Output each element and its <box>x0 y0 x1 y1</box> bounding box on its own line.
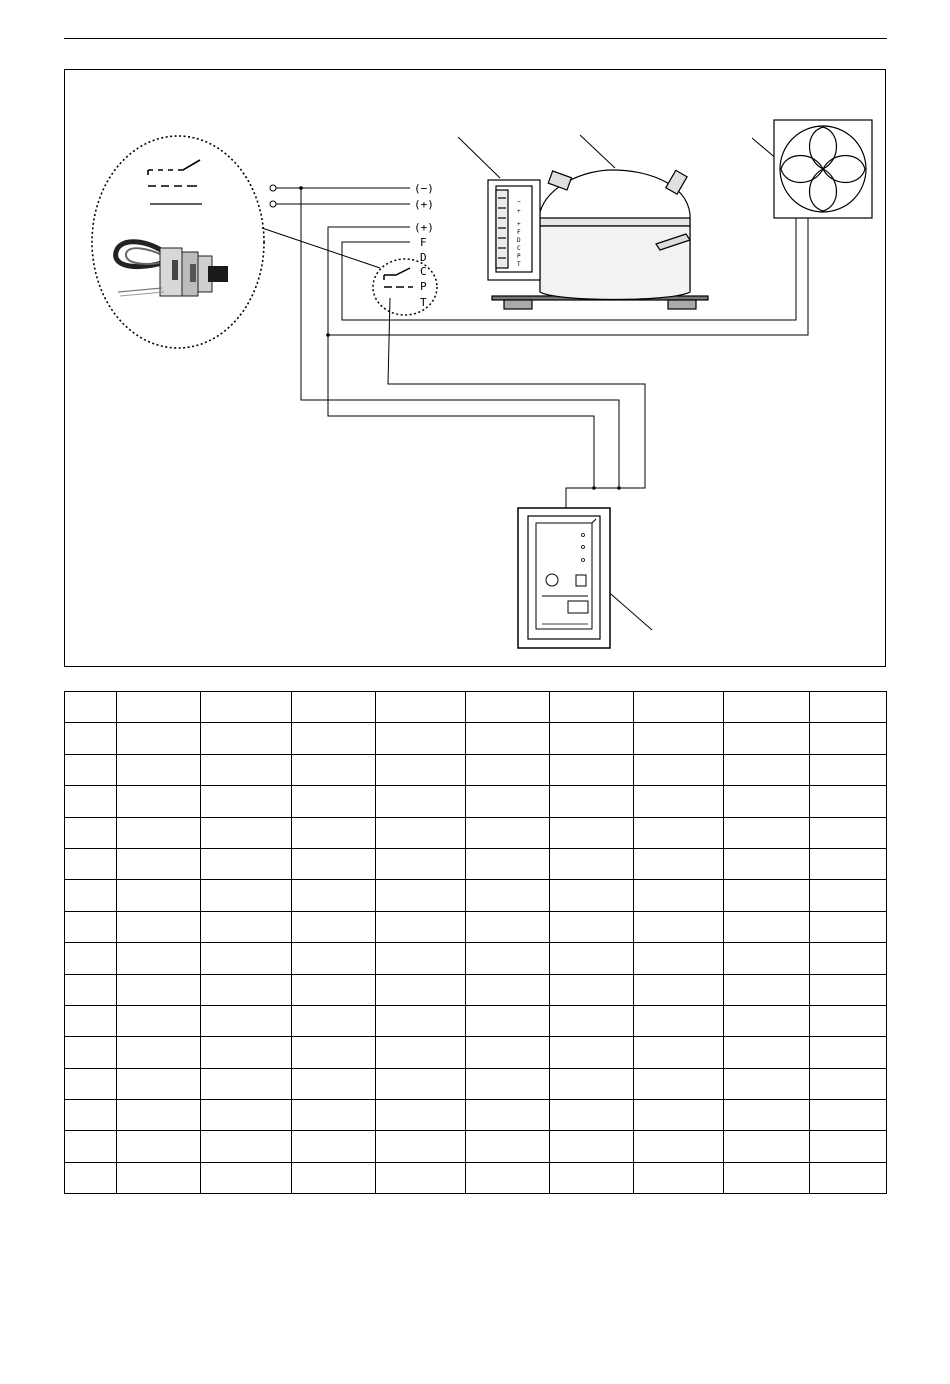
table-cell <box>550 911 634 942</box>
table-cell <box>810 1005 887 1036</box>
table-cell <box>117 1037 201 1068</box>
table-cell <box>201 1100 292 1131</box>
table-cell <box>466 817 550 848</box>
module-label: D <box>517 237 521 244</box>
table-cell <box>65 1100 117 1131</box>
table-cell <box>292 1162 376 1193</box>
table-cell <box>810 723 887 754</box>
table-cell <box>117 848 201 879</box>
table-cell <box>634 848 724 879</box>
switch-contacts <box>384 268 413 287</box>
table-cell <box>201 880 292 911</box>
table-cell <box>550 1068 634 1099</box>
table-cell <box>201 943 292 974</box>
table-row <box>65 848 887 879</box>
table-row <box>65 1131 887 1162</box>
table-cell <box>117 974 201 1005</box>
table-cell <box>65 1068 117 1099</box>
switch-symbol <box>148 160 202 204</box>
table-cell <box>810 880 887 911</box>
table-cell <box>466 1131 550 1162</box>
table-cell <box>724 754 810 785</box>
table-cell <box>117 723 201 754</box>
leader-line <box>580 135 615 168</box>
table-cell <box>634 723 724 754</box>
table-cell <box>724 974 810 1005</box>
table-cell <box>466 848 550 879</box>
table-cell <box>466 974 550 1005</box>
table-cell <box>724 1131 810 1162</box>
table-cell <box>810 1162 887 1193</box>
table-cell <box>376 911 466 942</box>
table-cell <box>292 974 376 1005</box>
table-cell <box>201 723 292 754</box>
table-cell <box>117 1162 201 1193</box>
table-cell <box>724 1068 810 1099</box>
table-cell <box>550 692 634 723</box>
table-cell <box>292 1037 376 1068</box>
table-cell <box>292 1131 376 1162</box>
supply-terminal-positive <box>270 201 276 207</box>
table-cell <box>550 880 634 911</box>
table-cell <box>466 1005 550 1036</box>
module-label: + <box>517 221 521 228</box>
table-cell <box>292 754 376 785</box>
table-cell <box>724 943 810 974</box>
table-cell <box>724 817 810 848</box>
table-cell <box>376 754 466 785</box>
supply-label-negative: (−) <box>414 182 434 195</box>
table-cell <box>117 692 201 723</box>
table-cell <box>376 880 466 911</box>
table-cell <box>376 1037 466 1068</box>
table-cell <box>376 723 466 754</box>
detail-pointer <box>262 228 380 268</box>
table-row <box>65 1037 887 1068</box>
table-cell <box>466 911 550 942</box>
table-cell <box>634 1131 724 1162</box>
table-cell <box>201 1005 292 1036</box>
table-cell <box>724 1037 810 1068</box>
table-cell <box>550 786 634 817</box>
supply-label-positive: (+) <box>414 198 434 211</box>
table-cell <box>634 1005 724 1036</box>
module-label: T <box>517 261 521 268</box>
terminal-label-t: T <box>420 296 427 309</box>
table-cell <box>810 943 887 974</box>
table-cell <box>65 911 117 942</box>
table-cell <box>466 754 550 785</box>
junction-dot <box>299 186 303 190</box>
table-cell <box>550 723 634 754</box>
table-row <box>65 911 887 942</box>
table-cell <box>292 1005 376 1036</box>
table-cell <box>376 1068 466 1099</box>
supply-terminal-negative <box>270 185 276 191</box>
module-label: − <box>517 198 521 205</box>
table-cell <box>550 1162 634 1193</box>
terminal-label-plus: (+) <box>414 221 434 234</box>
table-cell <box>65 974 117 1005</box>
table-cell <box>466 880 550 911</box>
table-row <box>65 1100 887 1131</box>
table-cell <box>724 723 810 754</box>
table-row <box>65 692 887 723</box>
table-row <box>65 974 887 1005</box>
table-cell <box>201 1162 292 1193</box>
table-cell <box>201 786 292 817</box>
table-cell <box>65 943 117 974</box>
table-cell <box>810 1068 887 1099</box>
table-cell <box>724 786 810 817</box>
table-cell <box>201 692 292 723</box>
data-grid <box>64 691 887 1194</box>
table-cell <box>117 880 201 911</box>
table-cell <box>810 1131 887 1162</box>
table-cell <box>810 817 887 848</box>
table-cell <box>810 848 887 879</box>
table-cell <box>65 754 117 785</box>
table-cell <box>201 1068 292 1099</box>
table-cell <box>376 786 466 817</box>
table-row <box>65 754 887 785</box>
table-row <box>65 943 887 974</box>
table-cell <box>810 754 887 785</box>
table-cell <box>724 848 810 879</box>
table-cell <box>117 1131 201 1162</box>
table-cell <box>466 1100 550 1131</box>
table-cell <box>550 974 634 1005</box>
table-cell <box>117 1005 201 1036</box>
table-cell <box>634 1162 724 1193</box>
electronic-unit <box>488 180 540 280</box>
connector-plug-image <box>116 242 228 296</box>
table-row <box>65 880 887 911</box>
module-label: C <box>517 245 521 252</box>
table-cell <box>65 1005 117 1036</box>
table-cell <box>292 880 376 911</box>
module-label: F <box>517 229 521 236</box>
table-cell <box>65 1131 117 1162</box>
table-cell <box>550 848 634 879</box>
table-cell <box>376 817 466 848</box>
table-row <box>65 1068 887 1099</box>
table-row <box>65 1162 887 1193</box>
table-cell <box>466 692 550 723</box>
table-cell <box>634 974 724 1005</box>
table-cell <box>201 1131 292 1162</box>
leader-line <box>604 588 652 630</box>
table-cell <box>376 1005 466 1036</box>
table-cell <box>634 880 724 911</box>
table-cell <box>550 943 634 974</box>
table-cell <box>466 723 550 754</box>
table-row <box>65 817 887 848</box>
table-cell <box>724 880 810 911</box>
table-cell <box>634 754 724 785</box>
switch-detail-bubble <box>373 259 437 315</box>
table-cell <box>292 943 376 974</box>
terminal-label-f: F <box>420 236 427 249</box>
table-cell <box>201 817 292 848</box>
table-cell <box>292 817 376 848</box>
module-label: P <box>517 253 521 260</box>
table-row <box>65 723 887 754</box>
table-cell <box>292 848 376 879</box>
table-cell <box>65 786 117 817</box>
table-row <box>65 786 887 817</box>
table-cell <box>810 1037 887 1068</box>
table-cell <box>376 974 466 1005</box>
table-cell <box>117 911 201 942</box>
table-cell <box>376 1162 466 1193</box>
junction-dot <box>592 486 596 490</box>
electronic-unit-labels <box>517 198 521 268</box>
table-cell <box>201 1037 292 1068</box>
table-cell <box>65 692 117 723</box>
table-cell <box>376 848 466 879</box>
table-cell <box>550 754 634 785</box>
table-cell <box>65 817 117 848</box>
table-cell <box>810 974 887 1005</box>
table-cell <box>634 1037 724 1068</box>
table-cell <box>466 786 550 817</box>
table-cell <box>292 1100 376 1131</box>
table-cell <box>376 1100 466 1131</box>
table-cell <box>634 786 724 817</box>
table-cell <box>65 723 117 754</box>
leader-line <box>458 137 500 178</box>
table-cell <box>724 911 810 942</box>
table-cell <box>292 786 376 817</box>
table-cell <box>65 880 117 911</box>
table-cell <box>634 1100 724 1131</box>
table-cell <box>634 911 724 942</box>
table-cell <box>466 943 550 974</box>
table-cell <box>117 943 201 974</box>
table-cell <box>466 1037 550 1068</box>
table-cell <box>466 1068 550 1099</box>
table-cell <box>550 1005 634 1036</box>
table-cell <box>550 1100 634 1131</box>
table-cell <box>117 1100 201 1131</box>
table-cell <box>724 1100 810 1131</box>
table-cell <box>634 817 724 848</box>
module-label: + <box>517 208 521 215</box>
table-cell <box>466 1162 550 1193</box>
terminal-label-p: P <box>420 280 427 293</box>
table-cell <box>550 1037 634 1068</box>
table-cell <box>724 692 810 723</box>
table-cell <box>117 817 201 848</box>
table-cell <box>724 1162 810 1193</box>
table-cell <box>292 692 376 723</box>
table-cell <box>376 943 466 974</box>
table-cell <box>201 754 292 785</box>
table-cell <box>550 817 634 848</box>
table-cell <box>810 911 887 942</box>
table-cell <box>810 786 887 817</box>
junction-dot <box>617 486 621 490</box>
terminal-label-d: D <box>420 251 427 264</box>
table-cell <box>292 911 376 942</box>
table-cell <box>201 911 292 942</box>
table-cell <box>117 786 201 817</box>
table-cell <box>376 692 466 723</box>
table-cell <box>634 1068 724 1099</box>
table-cell <box>201 848 292 879</box>
table-cell <box>810 1100 887 1131</box>
table-cell <box>550 1131 634 1162</box>
table-cell <box>65 848 117 879</box>
table-cell <box>292 723 376 754</box>
table-cell <box>292 1068 376 1099</box>
table-cell <box>634 692 724 723</box>
detail-bubble <box>92 136 264 348</box>
table-cell <box>65 1162 117 1193</box>
table-row <box>65 1005 887 1036</box>
table-cell <box>810 692 887 723</box>
junction-dot <box>326 333 330 337</box>
table-cell <box>634 943 724 974</box>
table-cell <box>117 754 201 785</box>
table-cell <box>376 1131 466 1162</box>
fan-icon <box>774 120 872 218</box>
terminal-label-c: C <box>420 265 427 278</box>
table-cell <box>65 1037 117 1068</box>
table-cell <box>724 1005 810 1036</box>
thermostat-panel <box>518 508 610 648</box>
table-cell <box>201 974 292 1005</box>
table-cell <box>117 1068 201 1099</box>
